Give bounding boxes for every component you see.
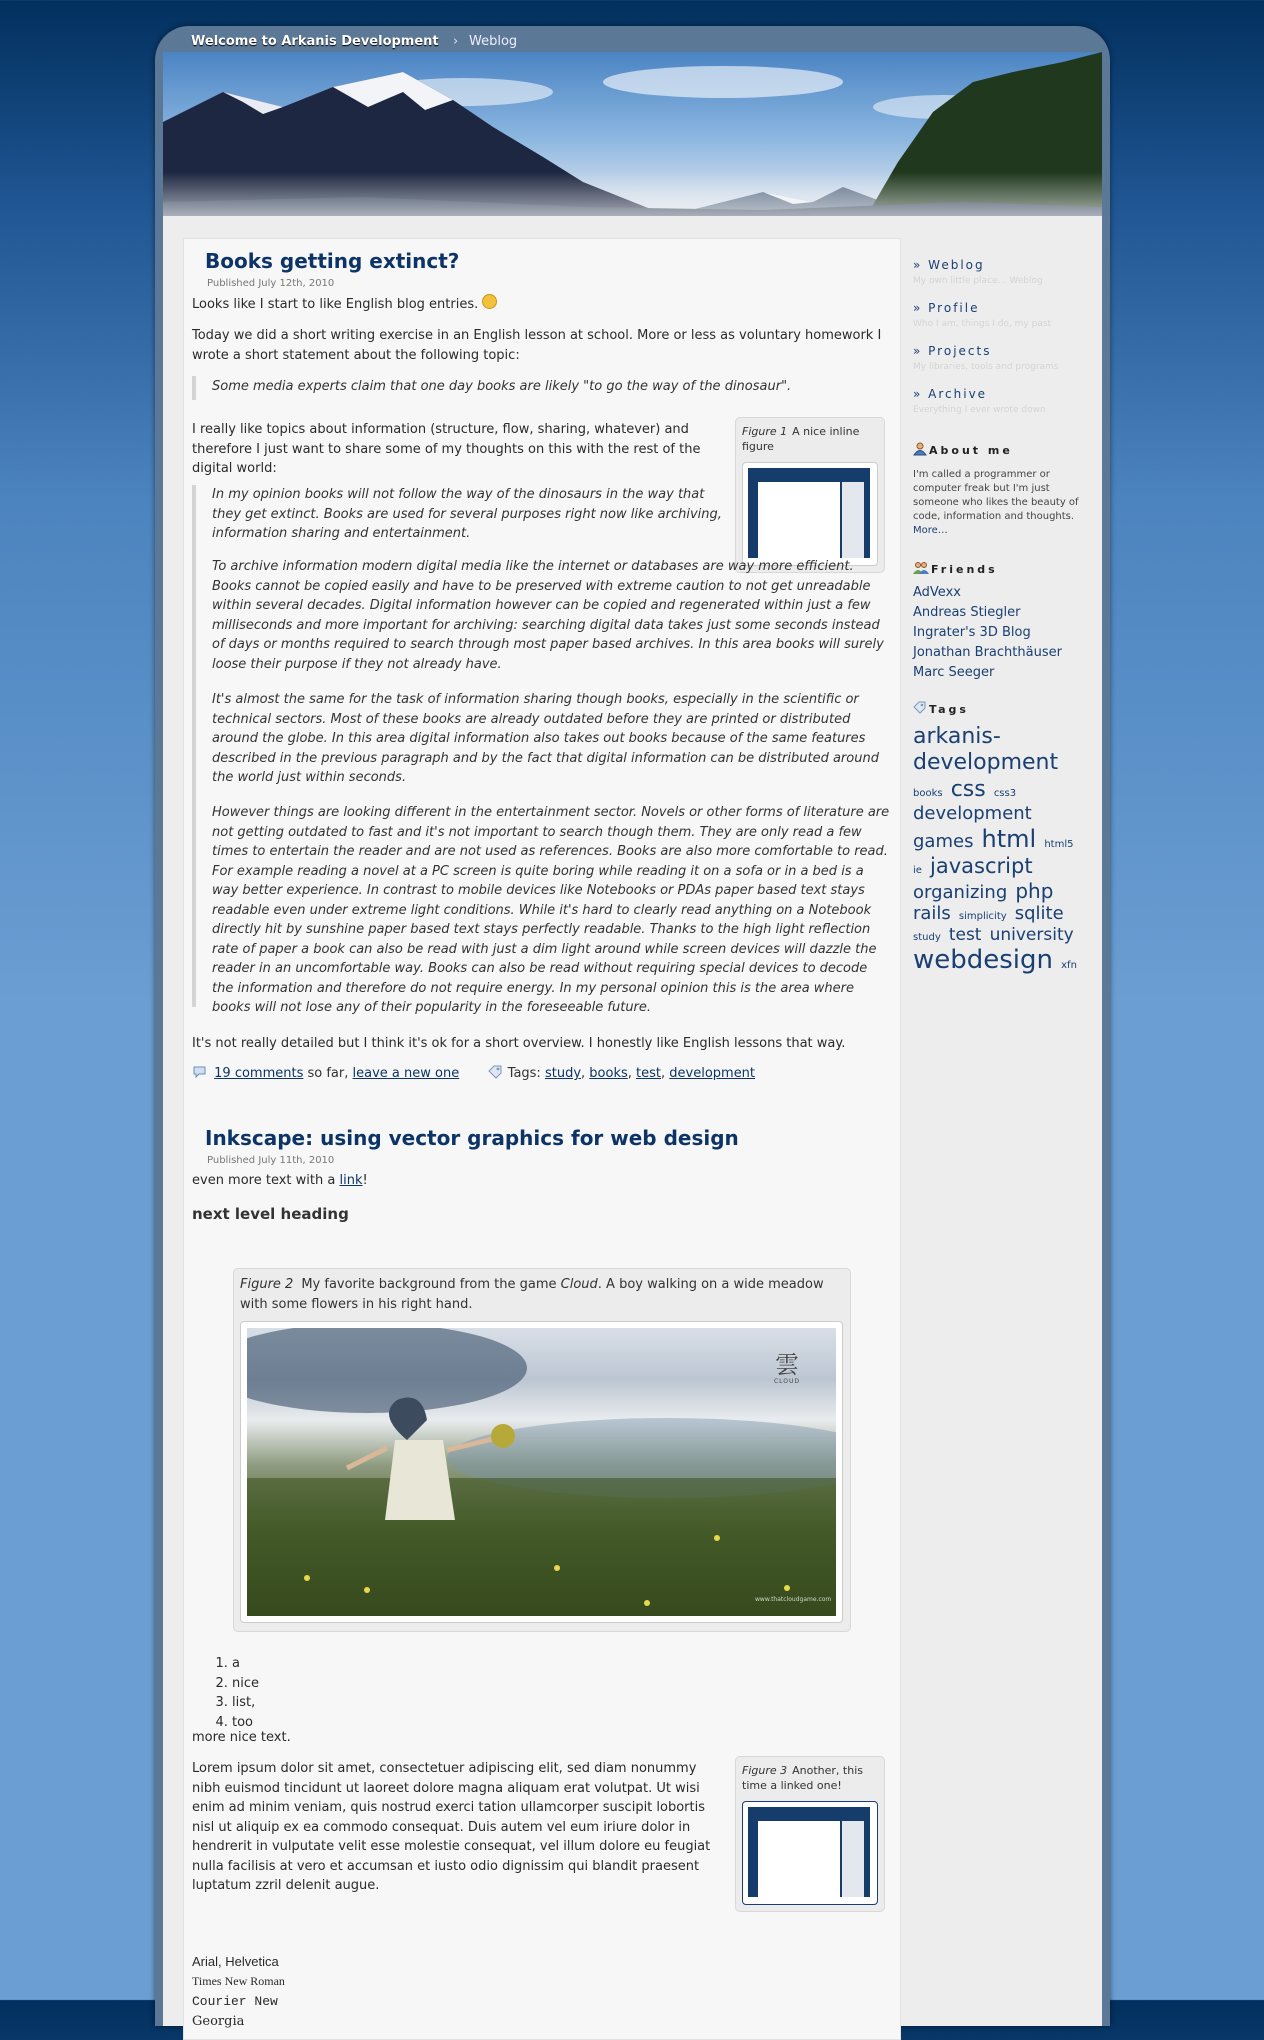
- tag-link[interactable]: rails: [913, 903, 951, 925]
- tag-link[interactable]: simplicity: [958, 911, 1007, 923]
- tag-link[interactable]: html: [981, 824, 1037, 853]
- font-sample-times: Times New Roman: [192, 1974, 285, 1988]
- tag-link[interactable]: games: [913, 830, 974, 852]
- font-sample-courier: Courier New: [192, 1994, 278, 2009]
- quote-paragraph-2: To archive information modern digital media like the internet or databases are way more efficient. Books cannot be copied easily and have to be preserved with extreme caution to not get unreadable within several decades. Digital information however can be copied and regenerated within just a few milliseconds and more important for archiving: searching digital data takes just some seconds instead of days or months required to search through most paper based archives. In this area books will surely loose their purpose if they not already have.: [212, 559, 884, 672]
- tag-link[interactable]: organizing: [913, 881, 1008, 903]
- post-tag-books[interactable]: books: [589, 1066, 628, 1081]
- tags-heading: Tags: [913, 701, 969, 716]
- friend-link[interactable]: Marc Seeger: [913, 665, 995, 680]
- nav-profile[interactable]: » Profile: [913, 301, 980, 315]
- quote-paragraph-3: It's almost the same for the task of information sharing though books, especially in the scientific or technical sectors. Most of these books are already outdated before they are printed or distributed around the globe. In this area digital information also takes out books because of the same features described in the previous paragraph and by the fact that digital information can be distributed around the world just within seconds.: [212, 692, 879, 785]
- leave-comment-link[interactable]: leave a new one: [352, 1066, 460, 1081]
- tag-link[interactable]: ie: [913, 864, 922, 876]
- inline-link[interactable]: link: [339, 1173, 363, 1188]
- image-watermark: www.thatcloudgame.com: [755, 1596, 832, 1603]
- tag-link[interactable]: php: [1015, 878, 1054, 903]
- tag-link[interactable]: arkanis-development: [913, 724, 1059, 776]
- post-paragraph: even more text with a link!: [192, 1173, 368, 1188]
- tag-link[interactable]: html5: [1044, 838, 1074, 850]
- lorem-paragraph: Lorem ipsum dolor sit amet, consectetuer adipiscing elit, sed diam nonummy nibh euismod tincidunt ut laoreet dolore magna aliquam erat volutpat. Ut wisi enim ad minim veniam, quis nostrud exerci tation ullamcorper suscipit lobortis nisl ut aliquip ex ea commodo consequat. Duis autem vel eum iriure dolor in hendrerit in vulputate velit esse molestie consequat, vel illum dolore eu feugiat nulla facilisis at vero et accumsan et iusto odio dignissim qui blandit praesent luptatum zzril delenit augue.: [192, 1761, 711, 1893]
- tag-link[interactable]: development: [913, 803, 1032, 825]
- figure-3-thumbnail[interactable]: [748, 1807, 870, 1897]
- figure-1-caption: Figure 1 A nice inline figure: [742, 425, 860, 453]
- cloud-game-image: [247, 1328, 836, 1616]
- list-item: 1. a: [232, 1654, 259, 1674]
- tag-link[interactable]: javascript: [930, 853, 1033, 878]
- tag-link[interactable]: books: [913, 787, 943, 799]
- comments-link[interactable]: 19 comments: [214, 1066, 304, 1081]
- tag-link[interactable]: university: [989, 924, 1074, 945]
- tag-link[interactable]: css: [950, 776, 986, 802]
- about-heading: About me: [913, 442, 1013, 457]
- about-text: I'm called a programmer or computer freak but I'm just someone who likes the beauty of code, information and thoughts. More…: [913, 469, 1079, 536]
- quote-paragraph-1: In my opinion books will not follow the way of the dinosaurs in the way that they get extinct. Books are used for several purposes right now like archiving, information sharing and entertainment.: [212, 487, 722, 541]
- post-meta: 19 comments so far, leave a new one Tags: study, books, test, development: [192, 1065, 892, 1081]
- person-icon: [913, 442, 927, 456]
- header-banner-image: [163, 52, 1102, 242]
- post-tag-study[interactable]: study: [544, 1066, 582, 1081]
- topic-quote-text: Some media experts claim that one day books are likely "to go the way of the dinosaur".: [212, 379, 792, 394]
- nav-profile-desc: Who I am, things I do, my past: [913, 319, 1052, 329]
- tag-link[interactable]: webdesign: [913, 945, 1054, 976]
- smiley-icon: [482, 294, 497, 309]
- tags-label: Tags:: [507, 1066, 541, 1081]
- post-tag-test[interactable]: test: [636, 1066, 661, 1081]
- post-outro: It's not really detailed but I think it's ok for a short overview. I honestly like English lessons that way.: [192, 1036, 846, 1051]
- tag-icon: [913, 701, 927, 715]
- figure-3-caption: Figure 3 Another, this time a linked one!: [742, 1764, 863, 1792]
- tag-cloud: [913, 724, 1085, 977]
- site-title-link[interactable]: Welcome to Arkanis Development: [191, 34, 439, 49]
- comments-suffix: so far,: [307, 1066, 349, 1081]
- cloud-game-logo: 雲 CLOUD: [773, 1351, 801, 1385]
- font-sample-arial: Arial, Helvetica: [192, 1954, 279, 1969]
- topic-blockquote: [192, 376, 896, 400]
- friend-link[interactable]: Andreas Stiegler: [913, 605, 1021, 620]
- post-paragraph: I really like topics about information (structure, flow, sharing, whatever) and therefore I just want to share some of my thoughts on this with the rest of the digital world:: [192, 422, 701, 476]
- friends-heading: Friends: [913, 561, 998, 576]
- nav-projects[interactable]: » Projects: [913, 344, 992, 358]
- nav-archive-desc: Everything I ever wrote down: [913, 405, 1046, 415]
- about-more-link[interactable]: More…: [913, 525, 948, 536]
- nav-weblog-desc: My own little place… Weblog: [913, 276, 1043, 286]
- friend-link[interactable]: Jonathan Brachthäuser: [913, 645, 1062, 660]
- opinion-blockquote: [192, 485, 896, 1015]
- nav-projects-desc: My libraries, tools and programs: [913, 362, 1059, 372]
- tag-link[interactable]: css3: [993, 787, 1017, 799]
- post-title-books[interactable]: Books getting extinct?: [205, 249, 460, 273]
- post-tag-development[interactable]: development: [669, 1066, 756, 1081]
- tag-link[interactable]: xfn: [1061, 960, 1077, 972]
- ordered-list: [192, 1654, 259, 1732]
- tag-link[interactable]: study: [913, 931, 941, 943]
- figure-3: [735, 1756, 885, 1912]
- subheading: next level heading: [192, 1205, 349, 1223]
- tag-link[interactable]: test: [948, 924, 982, 945]
- list-item: 2. nice: [232, 1674, 259, 1694]
- post-date: Published July 12th, 2010: [207, 278, 335, 289]
- post-date: Published July 11th, 2010: [207, 1155, 335, 1166]
- breadcrumb-separator: ›: [453, 34, 459, 49]
- list-item: 3. list,: [232, 1693, 259, 1713]
- nav-archive[interactable]: » Archive: [913, 387, 988, 401]
- nav-weblog[interactable]: » Weblog: [913, 258, 985, 272]
- figure-2-frame: [240, 1321, 843, 1623]
- figure-2: [233, 1268, 851, 1632]
- list-item: 4. too: [232, 1713, 259, 1733]
- content-column: [183, 238, 901, 2040]
- figure-3-linked-frame[interactable]: [742, 1801, 878, 1905]
- page-body: [163, 216, 1102, 2029]
- post-paragraph: more nice text.: [192, 1730, 291, 1745]
- comments-icon: [192, 1065, 210, 1079]
- friend-link[interactable]: AdVexx: [913, 585, 961, 600]
- tag-icon: [488, 1065, 504, 1079]
- friend-link[interactable]: Ingrater's 3D Blog: [913, 625, 1031, 640]
- quote-paragraph-4: However things are looking different in the entertainment sector. Novels or other forms of literature are not getting outdated to fast and it's not important to search though them. They are only read a few times to entertain the reader and are not used as references. Books are also more comfortable to read. For example reading a novel at a PC screen is quite boring while reading it on a sofa or in a bed is a way better experience. In contrast to mobile devices like Notebooks or PDAs paper based text stays readable even under extreme light conditions. While it's hard to clearly read anything on a Notebook directly hit by sunshine paper based text stays perfectly readable. Thanks to the high light reflection rate of paper a book can also be read with just a dim light around while screen devices will dazzle the reader in an uncomfortable way. Books can also be read without requiring special devices to decode the information and therefore do not require energy. In my personal opinion this is the area where books will not lose any of their popularity in the foreseeable future.: [212, 805, 890, 1015]
- post-paragraph: Today we did a short writing exercise in an English lesson at school. More or less as voluntary homework I wrote a short statement about the following topic:: [192, 328, 882, 363]
- tag-link[interactable]: sqlite: [1014, 903, 1064, 925]
- font-sample-georgia: Georgia: [192, 2014, 245, 2029]
- post-intro: Looks like I start to like English blog entries.: [192, 294, 892, 315]
- post-title-inkscape[interactable]: Inkscape: using vector graphics for web design: [205, 1126, 739, 1150]
- page-frame: [155, 26, 1110, 2029]
- figure-2-caption: Figure 2 My favorite background from the game Cloud. A boy walking on a wide meadow with some flowers in his right hand.: [240, 1277, 824, 1312]
- breadcrumb-weblog[interactable]: Weblog: [469, 34, 518, 49]
- friends-icon: [913, 561, 929, 575]
